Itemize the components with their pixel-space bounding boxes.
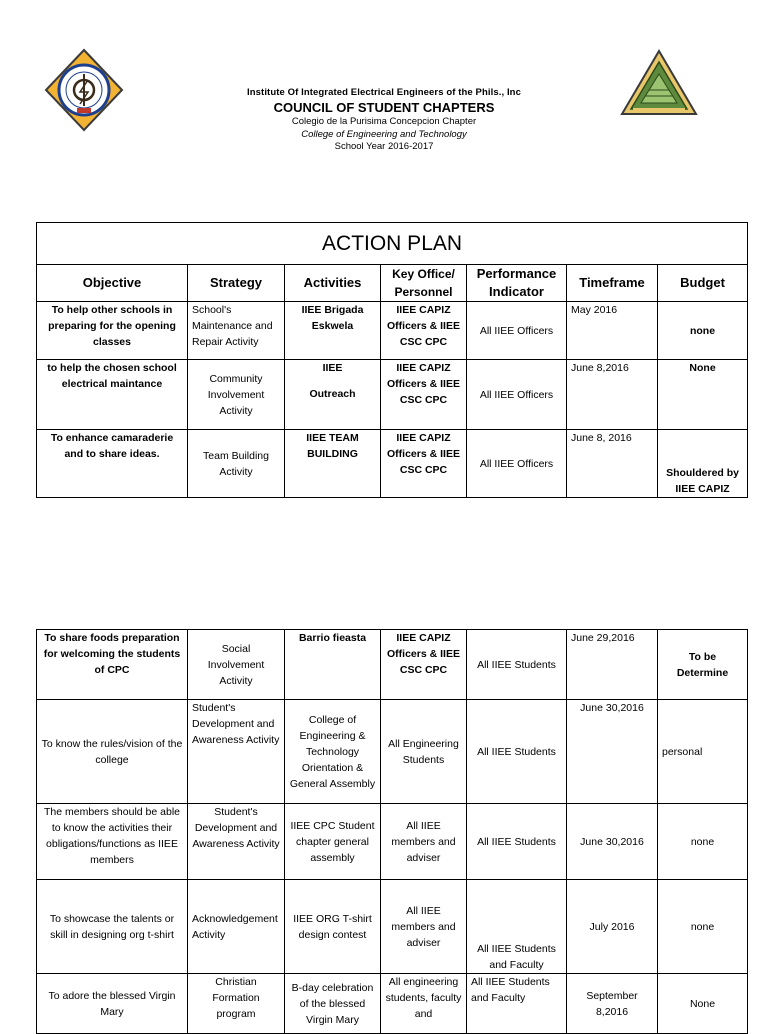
timeframe-cell: July 2016 bbox=[567, 880, 658, 974]
table-row bbox=[37, 360, 748, 430]
indicator-cell: All IIEE Officers bbox=[467, 430, 567, 498]
school-year: School Year 2016-2017 bbox=[334, 141, 434, 152]
activities-line: Outreach bbox=[309, 388, 356, 400]
council-of-student-chapters-icon bbox=[619, 48, 699, 118]
indicator-cell: All IIEE Students and Faculty bbox=[467, 880, 567, 974]
key-office-cell: IIEE CAPIZ Officers & IIEE CSC CPC bbox=[381, 302, 467, 360]
table-row bbox=[37, 302, 748, 360]
document-header bbox=[180, 86, 588, 154]
activities-cell: IIEE CPC Student chapter general assembly bbox=[285, 804, 381, 880]
key-office-cell: All Engineering Students bbox=[381, 700, 467, 804]
table-row bbox=[37, 974, 748, 1034]
strategy-cell: Christian Formation program bbox=[188, 974, 285, 1034]
budget-cell: None bbox=[658, 974, 748, 1034]
objective-cell: to help the chosen school electrical maintance bbox=[37, 360, 188, 430]
strategy-cell: Social Involvement Activity bbox=[188, 630, 285, 700]
page-title: ACTION PLAN bbox=[37, 223, 748, 265]
column-header: Strategy bbox=[188, 265, 285, 302]
objective-cell: To adore the blessed Virgin Mary bbox=[37, 974, 188, 1034]
strategy-cell: Student's Development and Awareness Activity bbox=[188, 700, 285, 804]
activities-cell: IIEE ORG T-shirt design contest bbox=[285, 880, 381, 974]
activities-cell bbox=[285, 360, 381, 430]
chapter-name: Colegio de la Purisima Concepcion Chapter bbox=[291, 116, 477, 127]
strategy-cell: Student's Development and Awareness Activity bbox=[188, 804, 285, 880]
column-header-row bbox=[37, 265, 748, 302]
column-header: Activities bbox=[285, 265, 381, 302]
activities-cell: IIEE Brigada Eskwela bbox=[285, 302, 381, 360]
objective-cell: To know the rules/vision of the college bbox=[37, 700, 188, 804]
objective-cell: To enhance camaraderie and to share ideas. bbox=[37, 430, 188, 498]
indicator-cell: All IIEE Officers bbox=[467, 360, 567, 430]
strategy-cell: Acknowledgement Activity bbox=[188, 880, 285, 974]
action-plan-continuation-table bbox=[36, 629, 748, 1034]
strategy-cell: Community Involvement Activity bbox=[188, 360, 285, 430]
title-row bbox=[37, 223, 748, 265]
table-row bbox=[37, 804, 748, 880]
key-office-cell: IIEE CAPIZ Officers & IIEE CSC CPC bbox=[381, 630, 467, 700]
activities-cell: Barrio fieasta bbox=[285, 630, 381, 700]
iiee-seal-icon bbox=[44, 48, 124, 132]
budget-cell: personal bbox=[658, 700, 748, 804]
timeframe-cell: September 8,2016 bbox=[567, 974, 658, 1034]
strategy-cell: Team Building Activity bbox=[188, 430, 285, 498]
indicator-cell: All IIEE Students and Faculty bbox=[467, 974, 567, 1034]
activities-cell: IIEE TEAM BUILDING bbox=[285, 430, 381, 498]
timeframe-cell: June 29,2016 bbox=[567, 630, 658, 700]
column-header: Budget bbox=[658, 265, 748, 302]
table-row bbox=[37, 630, 748, 700]
iiee-seal-logo bbox=[44, 48, 124, 132]
timeframe-cell: May 2016 bbox=[567, 302, 658, 360]
indicator-cell: All IIEE Students bbox=[467, 700, 567, 804]
budget-cell: To be Determine bbox=[658, 630, 748, 700]
column-header: Objective bbox=[37, 265, 188, 302]
timeframe-cell: June 8,2016 bbox=[567, 360, 658, 430]
table-row bbox=[37, 880, 748, 974]
column-header: Performance Indicator bbox=[467, 265, 567, 302]
budget-cell: none bbox=[658, 302, 748, 360]
key-office-cell: All IIEE members and adviser bbox=[381, 804, 467, 880]
strategy-cell: School's Maintenance and Repair Activity bbox=[188, 302, 285, 360]
table-row bbox=[37, 430, 748, 498]
indicator-cell: All IIEE Students bbox=[467, 630, 567, 700]
objective-cell: To help other schools in preparing for the opening classes bbox=[37, 302, 188, 360]
institute-name: Institute Of Integrated Electrical Engineers of the Phils., Inc bbox=[247, 87, 521, 98]
table-row bbox=[37, 700, 748, 804]
timeframe-cell: June 30,2016 bbox=[567, 804, 658, 880]
column-header: Key Office/ Personnel bbox=[381, 265, 467, 302]
objective-cell: To showcase the talents or skill in designing org t-shirt bbox=[37, 880, 188, 974]
budget-cell: None bbox=[658, 360, 748, 430]
key-office-cell: All engineering students, faculty and bbox=[381, 974, 467, 1034]
activities-line: IIEE bbox=[322, 362, 343, 374]
column-header: Timeframe bbox=[567, 265, 658, 302]
objective-cell: To share foods preparation for welcoming the students of CPC bbox=[37, 630, 188, 700]
key-office-cell: IIEE CAPIZ Officers & IIEE CSC CPC bbox=[381, 360, 467, 430]
key-office-cell: IIEE CAPIZ Officers & IIEE CSC CPC bbox=[381, 430, 467, 498]
budget-cell: none bbox=[658, 804, 748, 880]
budget-cell: Shouldered by IIEE CAPIZ bbox=[658, 430, 748, 498]
indicator-cell: All IIEE Officers bbox=[467, 302, 567, 360]
indicator-cell: All IIEE Students bbox=[467, 804, 567, 880]
activities-cell: College of Engineering & Technology Orientation & General Assembly bbox=[285, 700, 381, 804]
council-name: COUNCIL OF STUDENT CHAPTERS bbox=[273, 100, 495, 115]
key-office-cell: All IIEE members and adviser bbox=[381, 880, 467, 974]
objective-cell: The members should be able to know the activities their obligations/functions as IIEE members bbox=[37, 804, 188, 880]
timeframe-cell: June 30,2016 bbox=[567, 700, 658, 804]
timeframe-cell: June 8, 2016 bbox=[567, 430, 658, 498]
activities-cell: B-day celebration of the blessed Virgin Mary bbox=[285, 974, 381, 1034]
council-logo bbox=[619, 48, 699, 118]
college-name: College of Engineering and Technology bbox=[301, 128, 467, 140]
action-plan-table bbox=[36, 222, 748, 498]
budget-cell: none bbox=[658, 880, 748, 974]
